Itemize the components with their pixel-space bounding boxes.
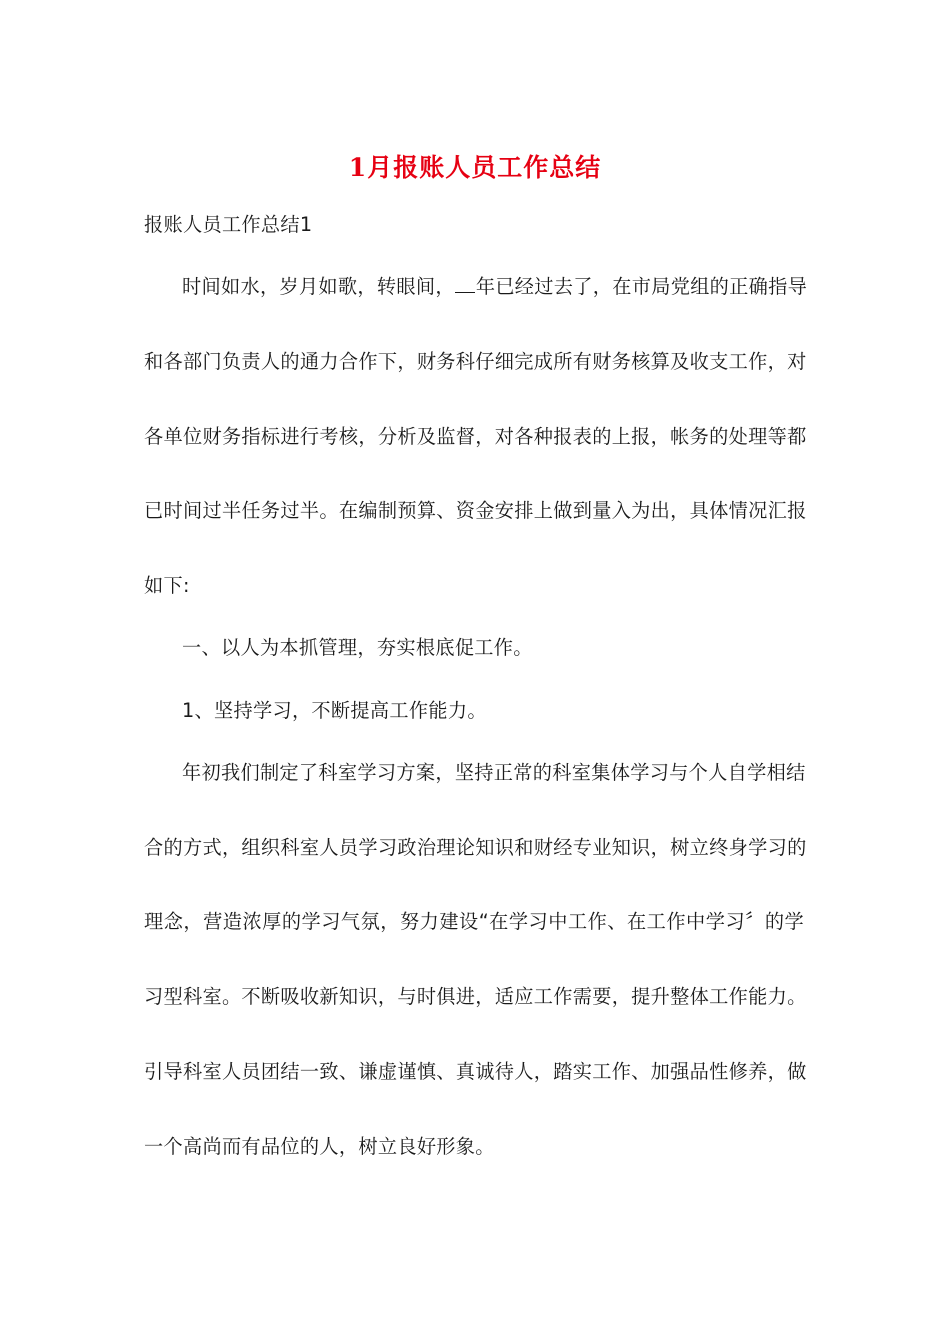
document-subtitle: 报账人员工作总结1 — [144, 213, 313, 236]
fill-in-blank — [455, 273, 475, 293]
paragraph-1-line-1-start: 时间如水，岁月如歌，转眼间， — [182, 275, 455, 298]
paragraph-1-line-1 — [182, 273, 808, 301]
paragraph-1-line-4: 已时间过半任务过半。在编制预算、资金安排上做到量入为出，具体情况汇报 — [144, 499, 807, 522]
paragraph-2-line-2: 合的方式，组织科室人员学习政治理论知识和财经专业知识，树立终身学习的 — [144, 836, 807, 859]
paragraph-2-line-6: 一个高尚而有品位的人，树立良好形象。 — [144, 1135, 495, 1158]
paragraph-2-line-1: 年初我们制定了科室学习方案，坚持正常的科室集体学习与个人自学相结 — [182, 761, 806, 784]
paragraph-1-line-1-end: 年已经过去了，在市局党组的正确指导 — [475, 275, 808, 298]
section-1-heading: 一、以人为本抓管理，夯实根底促工作。 — [182, 636, 533, 659]
paragraph-2-line-3: 理念，营造浓厚的学习气氛，努力建设“在学习中工作、在工作中学习〞的学 — [144, 910, 804, 933]
paragraph-1-line-3: 各单位财务指标进行考核，分析及监督，对各种报表的上报，帐务的处理等都 — [144, 425, 807, 448]
paragraph-2-line-5: 引导科室人员团结一致、谦虚谨慎、真诚待人，踏实工作、加强品性修养，做 — [144, 1060, 807, 1083]
document-title: 1月报账人员工作总结 — [348, 153, 602, 182]
paragraph-1-line-5: 如下: — [144, 574, 190, 597]
paragraph-2-line-4: 习型科室。不断吸收新知识，与时俱进，适应工作需要，提升整体工作能力。 — [144, 985, 807, 1008]
paragraph-1-line-2: 和各部门负责人的通力合作下，财务科仔细完成所有财务核算及收支工作，对 — [144, 350, 807, 373]
subsection-1-heading: 1、坚持学习，不断提高工作能力。 — [182, 699, 487, 722]
